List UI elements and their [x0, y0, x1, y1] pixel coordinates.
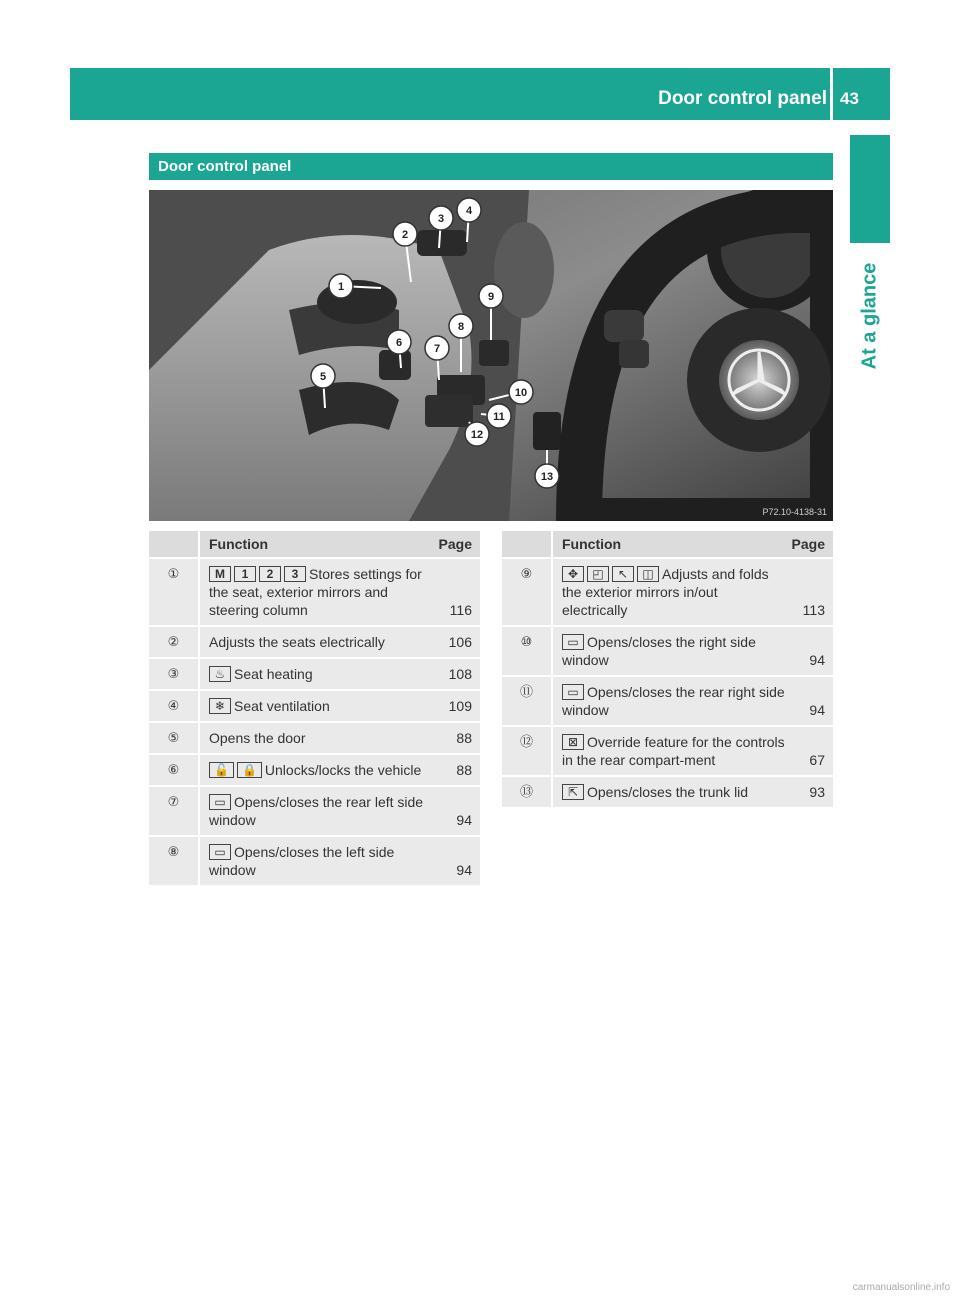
column-header-page: Page [792, 531, 833, 559]
row-page: 116 [439, 559, 480, 627]
callout-number: 11 [493, 411, 505, 423]
row-number: ⑫ [502, 727, 553, 777]
row-number: ④ [149, 691, 200, 723]
row-page: 109 [439, 691, 480, 723]
control-symbol-icon: ⇱ [562, 784, 584, 800]
table-row [149, 559, 480, 627]
row-number: ⑨ [502, 559, 553, 627]
callout-marker [465, 422, 489, 446]
callout-marker [425, 336, 449, 380]
side-tab-marker [850, 135, 890, 243]
callout-number: 10 [514, 387, 528, 399]
row-page: 94 [792, 677, 833, 727]
control-symbol-icon: ◰ [587, 566, 609, 582]
row-function-text: Opens/closes the trunk lid [587, 784, 749, 800]
side-tab-label: At a glance [858, 262, 881, 369]
row-page: 108 [439, 659, 480, 691]
row-page: 94 [792, 627, 833, 677]
row-page: 88 [439, 755, 480, 787]
function-table-left [149, 531, 480, 887]
row-number: ⑩ [502, 627, 553, 677]
control-symbol-icon: ◫ [637, 566, 659, 582]
row-function [553, 727, 792, 777]
section-title: Door control panel [158, 158, 292, 175]
row-number: ② [149, 627, 200, 659]
callout-marker [479, 284, 503, 340]
row-function [553, 627, 792, 677]
row-function [200, 627, 439, 659]
control-symbol-icon: 🔒 [237, 762, 262, 778]
column-header-page: Page [439, 531, 480, 559]
callout-layer [149, 190, 833, 521]
row-function [553, 777, 792, 809]
row-function [200, 787, 439, 837]
row-number: ⑦ [149, 787, 200, 837]
column-header-function: Function [553, 531, 792, 559]
table-header-row [502, 531, 833, 559]
callout-number: 6 [395, 337, 403, 349]
row-number: ⑧ [149, 837, 200, 887]
callout-number: 9 [487, 291, 495, 303]
row-function [200, 837, 439, 887]
row-function-text: Seat heating [234, 666, 313, 682]
row-page: 94 [439, 837, 480, 887]
photo-code: P72.10-4138-31 [762, 507, 827, 517]
footer-watermark: carmanualsonline.info [852, 1282, 950, 1293]
callout-marker [457, 198, 481, 242]
row-function [200, 723, 439, 755]
row-number: ③ [149, 659, 200, 691]
row-function [200, 691, 439, 723]
column-header-number [502, 531, 553, 559]
control-symbol-icon: ▭ [209, 844, 231, 860]
row-number: ⑬ [502, 777, 553, 809]
callout-marker [481, 404, 511, 428]
control-symbol-icon: ♨ [209, 666, 231, 682]
row-function-text: Opens the door [209, 730, 306, 746]
table-row [502, 559, 833, 627]
function-table-right [502, 531, 833, 809]
control-symbol-icon: 🔓 [209, 762, 234, 778]
control-symbol-icon: ▭ [209, 794, 231, 810]
callout-marker [393, 222, 417, 282]
callout-number: 7 [433, 343, 441, 355]
row-number: ⑤ [149, 723, 200, 755]
row-page: 93 [792, 777, 833, 809]
column-header-function: Function [200, 531, 439, 559]
callout-number: 1 [337, 281, 345, 293]
row-function-text: Adjusts the seats electrically [209, 634, 385, 650]
side-tab [850, 243, 890, 388]
row-function [553, 677, 792, 727]
callout-number: 8 [457, 321, 465, 333]
row-function [200, 559, 439, 627]
row-page: 67 [792, 727, 833, 777]
table-row [149, 787, 480, 837]
table-row [502, 727, 833, 777]
control-symbol-icon: M [209, 566, 231, 582]
row-function-text: Adjusts and folds the exterior mirrors in/out electrically [562, 566, 769, 618]
row-page: 106 [439, 627, 480, 659]
callout-marker [387, 330, 411, 368]
function-table-right-body [502, 559, 833, 809]
control-symbol-icon: ▭ [562, 634, 584, 650]
row-number: ⑥ [149, 755, 200, 787]
control-symbol-icon: ✥ [562, 566, 584, 582]
row-function-text: Opens/closes the left side window [209, 844, 395, 878]
row-number: ① [149, 559, 200, 627]
page-number: 43 [840, 89, 859, 108]
callout-number: 3 [437, 213, 445, 225]
function-table-left-body [149, 559, 480, 887]
column-header-number [149, 531, 200, 559]
control-symbol-icon: 1 [234, 566, 256, 582]
row-function-text: Opens/closes the rear left side window [209, 794, 424, 828]
table-row [502, 777, 833, 809]
table-header-row [149, 531, 480, 559]
row-function-text: Opens/closes the right side window [562, 634, 756, 668]
row-function-text: Unlocks/locks the vehicle [264, 762, 422, 778]
row-function [553, 559, 792, 627]
table-row [149, 755, 480, 787]
row-function [200, 659, 439, 691]
callout-marker [535, 450, 559, 488]
table-row [502, 677, 833, 727]
table-row [149, 659, 480, 691]
control-symbol-icon: 2 [259, 566, 281, 582]
callout-marker [329, 274, 381, 298]
table-row [149, 837, 480, 887]
row-page: 88 [439, 723, 480, 755]
callout-number: 5 [319, 371, 327, 383]
table-row [502, 627, 833, 677]
row-number: ⑪ [502, 677, 553, 727]
row-page: 113 [792, 559, 833, 627]
callout-number: 4 [465, 205, 473, 217]
table-row [149, 627, 480, 659]
callout-number: 12 [470, 429, 484, 441]
door-panel-photo [149, 190, 833, 521]
row-function-text: Opens/closes the rear right side window [562, 684, 785, 718]
control-symbol-icon: ⊠ [562, 734, 584, 750]
table-row [149, 691, 480, 723]
callout-marker [489, 380, 533, 404]
control-symbol-icon: ↖ [612, 566, 634, 582]
control-symbol-icon: 3 [284, 566, 306, 582]
callout-number: 13 [540, 471, 554, 483]
row-function [200, 755, 439, 787]
header-divider [830, 68, 833, 120]
callout-marker [311, 364, 335, 408]
callout-number: 2 [401, 229, 409, 241]
row-page: 94 [439, 787, 480, 837]
table-row [149, 723, 480, 755]
running-header-title: Door control panel [658, 88, 827, 109]
control-symbol-icon: ❄ [209, 698, 231, 714]
callout-marker [449, 314, 473, 372]
row-function-text: Stores settings for the seat, exterior mirrors and steering column [209, 566, 422, 618]
callout-marker [429, 206, 453, 248]
row-function-text: Override feature for the controls in the rear compart-ment [562, 734, 785, 768]
row-function-text: Seat ventilation [234, 698, 330, 714]
control-symbol-icon: ▭ [562, 684, 584, 700]
